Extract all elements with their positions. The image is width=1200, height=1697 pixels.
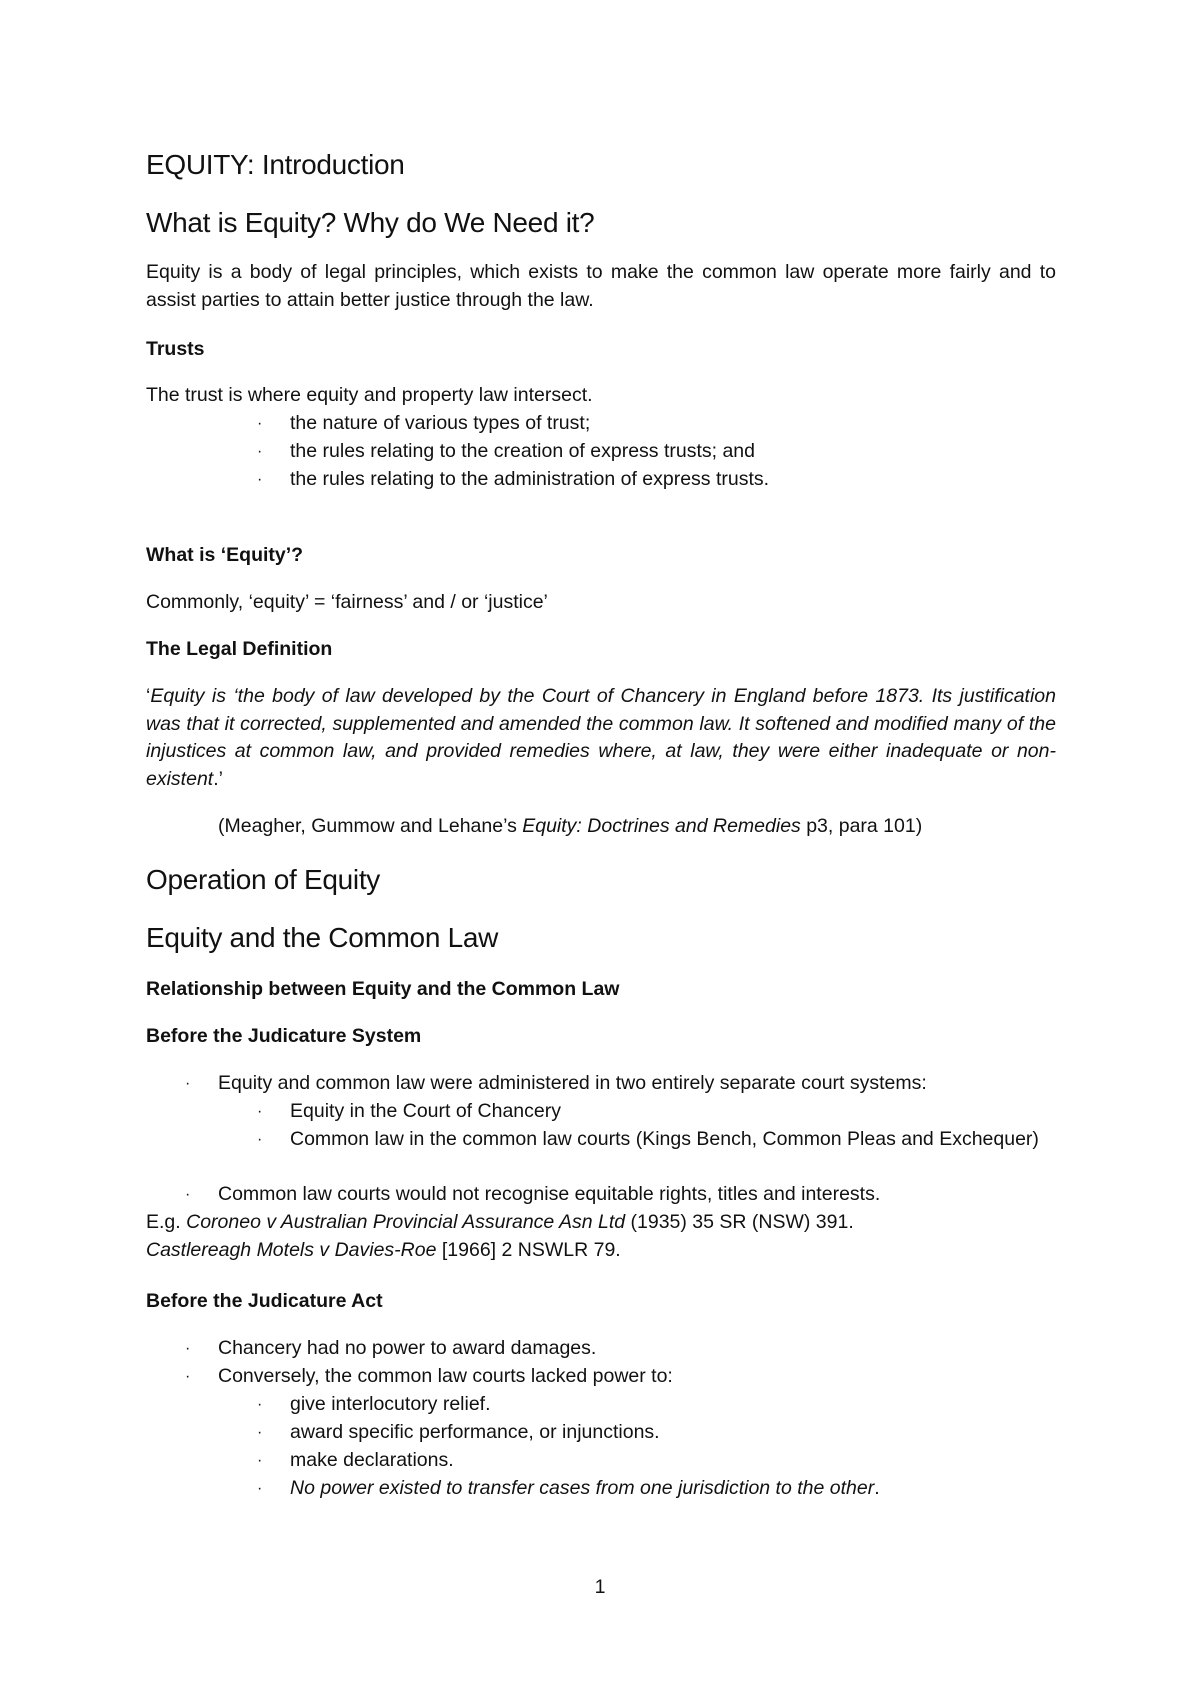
system-list-item: · Common law courts would not recognise equitable rights, titles and interests. (218, 1181, 1058, 1209)
heading-trusts: Trusts (146, 338, 205, 360)
system-sub-item: · Common law in the common law courts (Kings Bench, Common Pleas and Exchequer) (290, 1126, 1056, 1154)
heading-before-judicature-act: Before the Judicature Act (146, 1290, 383, 1312)
act-sub-item: · No power existed to transfer cases from one jurisdiction to the other. (290, 1475, 880, 1503)
heading-before-judicature-system: Before the Judicature System (146, 1025, 422, 1047)
document-title: EQUITY: Introduction (146, 149, 405, 180)
bullet-icon: · (257, 1452, 263, 1469)
trust-list-item: · the rules relating to the administration of express trusts. (290, 466, 769, 494)
case-example-2: Castlereagh Motels v Davies-Roe [1966] 2 NSWLR 79. (146, 1239, 621, 1261)
heading-legal-definition: The Legal Definition (146, 638, 333, 660)
act-list-item: · Conversely, the common law courts lacked power to: (218, 1363, 673, 1391)
bullet-icon: · (257, 415, 263, 432)
system-list-item: · Equity and common law were administered in two entirely separate court systems: (218, 1070, 1058, 1098)
act-sub-item: · award specific performance, or injunctions. (290, 1419, 660, 1447)
heading-what-is-equity: What is Equity? Why do We Need it? (146, 207, 595, 238)
bullet-icon: · (257, 1424, 263, 1441)
heading-equity-and-common-law: Equity and the Common Law (146, 922, 499, 953)
legal-definition-quote: ‘Equity is ‘the body of law developed by the Court of Chancery in England before 1873. Its justification was that it corrected, supplemented and amended the common law. It softened and modified many of the injustices at common law, and provided remedies where, at law, they were either inadequate or non-existent.’ (146, 685, 1056, 790)
bullet-icon: · (185, 1075, 191, 1092)
act-sub-item: · give interlocutory relief. (290, 1391, 491, 1419)
page-number: 1 (594, 1576, 606, 1598)
intro-paragraph: Equity is a body of legal principles, which exists to make the common law operate more fairly and to assist parties to attain better justice through the law. (146, 261, 1056, 311)
bullet-icon: · (185, 1340, 191, 1357)
act-sub-item: · make declarations. (290, 1447, 454, 1475)
act-list-item: · Chancery had no power to award damages. (218, 1335, 596, 1363)
bullet-icon: · (257, 1396, 263, 1413)
bullet-icon: · (257, 1131, 263, 1148)
bullet-icon: · (257, 471, 263, 488)
heading-relationship: Relationship between Equity and the Common Law (146, 978, 620, 1000)
system-sub-item: · Equity in the Court of Chancery (290, 1098, 1056, 1126)
case-example-1: E.g. Coroneo v Australian Provincial Assurance Asn Ltd (1935) 35 SR (NSW) 391. (146, 1211, 854, 1233)
heading-operation-of-equity: Operation of Equity (146, 864, 380, 895)
legal-definition-citation: (Meagher, Gummow and Lehane’s Equity: Doctrines and Remedies p3, para 101) (218, 815, 923, 837)
bullet-icon: · (185, 1368, 191, 1385)
bullet-icon: · (185, 1186, 191, 1203)
trust-list-item: · the rules relating to the creation of express trusts; and (290, 438, 755, 466)
equity-common-meaning: Commonly, ‘equity’ = ‘fairness’ and / or ‘justice’ (146, 591, 548, 613)
bullet-icon: · (257, 443, 263, 460)
bullet-icon: · (257, 1480, 263, 1497)
trust-list-item: · the nature of various types of trust; (290, 410, 590, 438)
trusts-intro: The trust is where equity and property law intersect. (146, 384, 593, 406)
heading-what-is-equity-quoted: What is ‘Equity’? (146, 544, 304, 566)
bullet-icon: · (257, 1103, 263, 1120)
